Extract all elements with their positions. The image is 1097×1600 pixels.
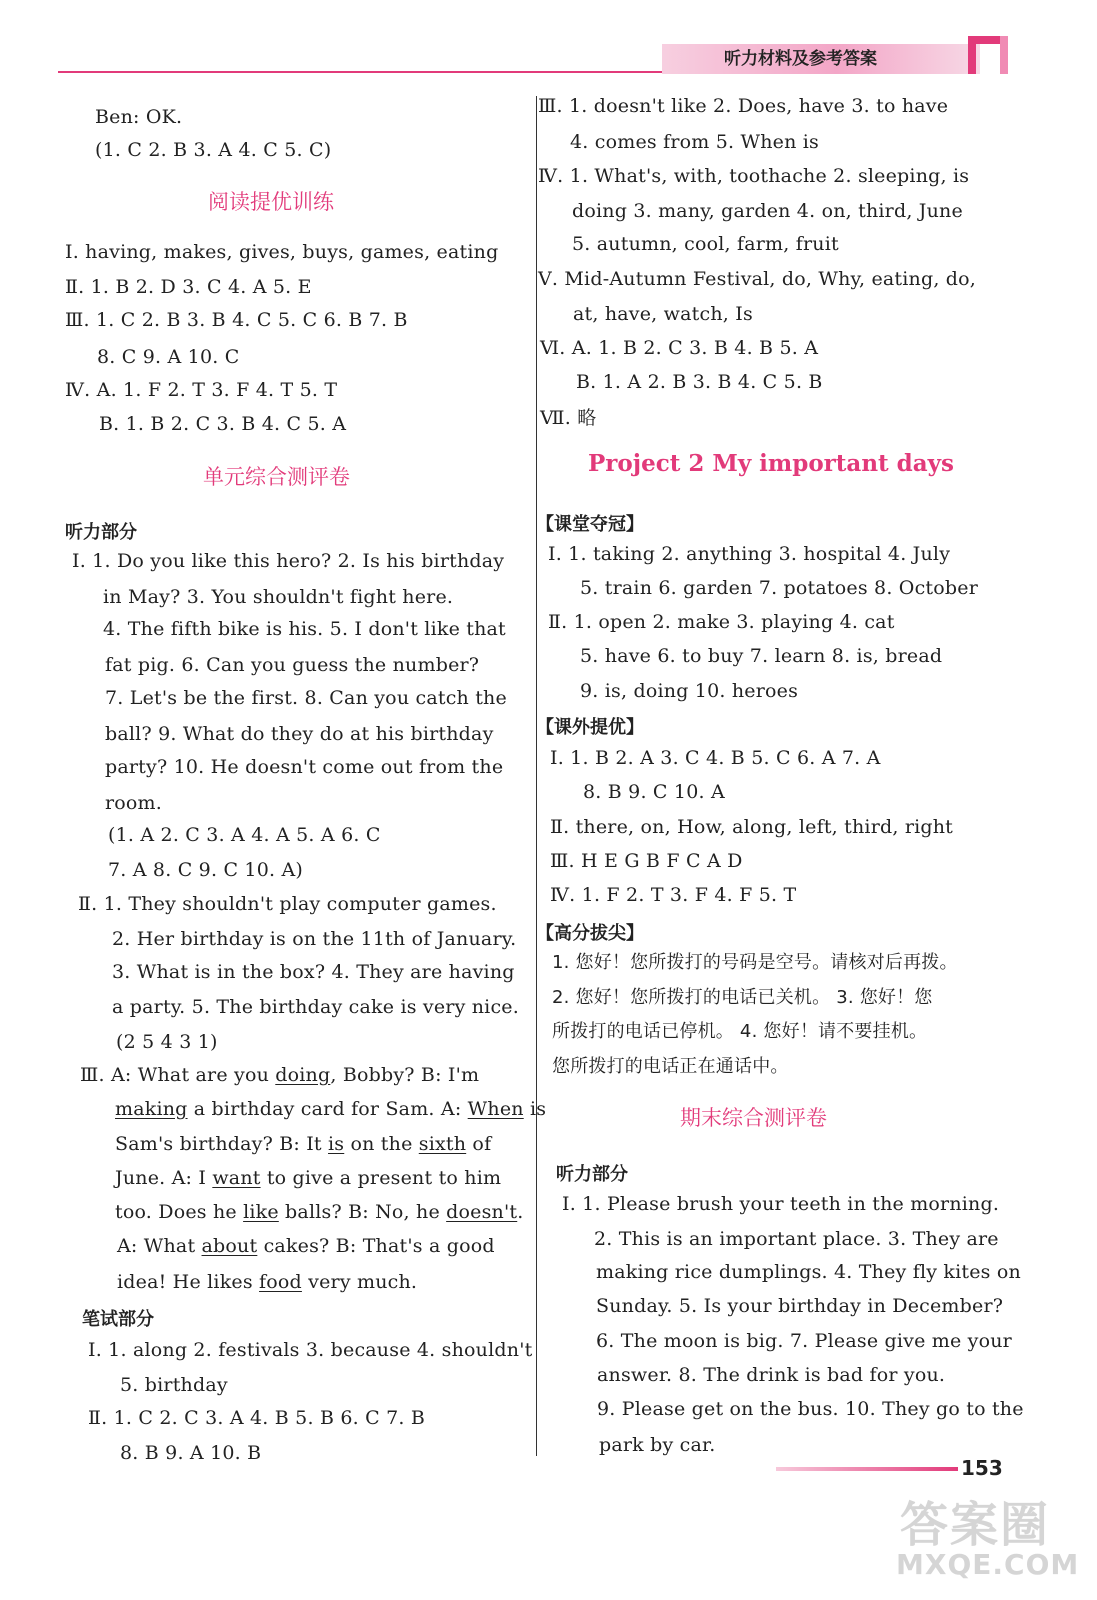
answer-line: Ⅱ. 1. C 2. C 3. A 4. B 5. B 6. C 7. B [88,1407,426,1429]
answer-line: 7. A 8. C 9. C 10. A) [108,859,304,881]
text-line: Ben: OK. [95,106,183,128]
answer-line: 5. autumn, cool, farm, fruit [572,233,839,255]
answer-line: Ⅲ. H E G B F C A D [550,850,743,872]
transcript-line: 2. This is an important place. 3. They are [594,1228,999,1250]
answer-line: Ⅲ. 1. C 2. B 3. B 4. C 5. C 6. B 7. B [65,309,408,331]
answer-line: 8. B 9. C 10. A [583,781,725,803]
section-title-reading: 阅读提优训练 [208,190,334,214]
section-title-unit-test: 单元综合测评卷 [203,465,350,489]
transcript-line: 2. Her birthday is on the 11th of January. [112,928,517,950]
heading-listening: 听力部分 [556,1164,628,1185]
answer-line: (2 5 4 3 1) [116,1031,218,1053]
answer-line: Ⅰ. 1. B 2. A 3. C 4. B 5. C 6. A 7. A [550,747,881,769]
project-title: Project 2 My important days [588,450,954,477]
answer-line: 5. train 6. garden 7. potatoes 8. October [580,577,978,599]
answer-line: B. 1. A 2. B 3. B 4. C 5. B [576,371,823,393]
answer-line: 9. is, doing 10. heroes [580,680,799,702]
answer-line: (1. C 2. B 3. A 4. C 5. C) [95,139,332,161]
dialogue-line: idea! He likes food very much. [117,1271,418,1293]
answer-line: 5. birthday [120,1374,228,1396]
watermark-site: MXQE.COM [896,1548,1080,1581]
heading-listening: 听力部分 [65,522,137,543]
answer-line: at, have, watch, Is [573,303,753,325]
answer-line: 所拨打的电话已停机。 4. 您好！请不要挂机。 [552,1021,928,1042]
transcript-line: ball? 9. What do they do at his birthday [105,723,494,745]
watermark-main: 答案圈 [900,1497,1051,1553]
page-number: 153 [961,1456,1003,1480]
dialogue-line: making a birthday card for Sam. A: When is [115,1098,547,1120]
answer-line: 1. 您好！您所拨打的号码是空号。请核对后再拨。 [552,952,958,973]
dialogue-line: Ⅲ. A: What are you doing, Bobby? B: I'm [80,1064,480,1086]
dialogue-line: A: What about cakes? B: That's a good [117,1235,495,1257]
header-corner-decoration [968,36,1008,76]
transcript-line: 7. Let's be the first. 8. Can you catch the [105,687,507,709]
answer-line: 8. C 9. A 10. C [97,346,240,368]
heading-ketang: 【课堂夺冠】 [536,514,644,535]
transcript-line: 3. What is in the box? 4. They are having [112,961,515,983]
transcript-line: answer. 8. The drink is bad for you. [597,1364,946,1386]
transcript-line: in May? 3. You shouldn't fight here. [103,586,454,608]
transcript-line: park by car. [599,1434,716,1456]
answer-line: Ⅰ. 1. taking 2. anything 3. hospital 4. July [548,543,951,565]
answer-line: (1. A 2. C 3. A 4. A 5. A 6. C [108,824,381,846]
transcript-line: 9. Please get on the bus. 10. They go to the [597,1398,1024,1420]
heading-written: 笔试部分 [82,1309,154,1330]
answer-line: Ⅰ. 1. along 2. festivals 3. because 4. shouldn't [88,1339,533,1361]
answer-line: Ⅱ. there, on, How, along, left, third, right [550,816,954,838]
header-rule [58,71,668,73]
transcript-line: Ⅰ. 1. Do you like this hero? 2. Is his birthday [72,550,505,572]
answer-line: Ⅶ. 略 [540,407,597,429]
answer-line: 您所拨打的电话正在通话中。 [552,1056,789,1077]
answer-line: 8. B 9. A 10. B [120,1442,262,1464]
answer-line: B. 1. B 2. C 3. B 4. C 5. A [99,413,347,435]
answer-line: Ⅳ. 1. What's, with, toothache 2. sleeping, is [538,165,970,187]
answer-line: Ⅱ. 1. B 2. D 3. C 4. A 5. E [65,276,312,298]
transcript-line: making rice dumplings. 4. They fly kites on [596,1261,1021,1283]
dialogue-line: June. A: I want to give a present to him [115,1167,502,1189]
answer-line: 2. 您好！您所拨打的电话已关机。 3. 您好！您 [552,987,933,1008]
dialogue-line: too. Does he like balls? B: No, he doesn't. [115,1201,524,1223]
transcript-line: room. [105,792,163,814]
transcript-line: party? 10. He doesn't come out from the [105,756,504,778]
heading-gaofen: 【高分拔尖】 [536,923,644,944]
answer-line: Ⅵ. A. 1. B 2. C 3. B 4. B 5. A [540,337,819,359]
answer-line: 4. comes from 5. When is [570,131,819,153]
watermark [892,1486,1082,1586]
answer-line: Ⅳ. 1. F 2. T 3. F 4. F 5. T [550,884,797,906]
answer-line: Ⅱ. 1. open 2. make 3. playing 4. cat [548,611,895,633]
column-divider [536,96,537,1456]
answer-line: 5. have 6. to buy 7. learn 8. is, bread [580,645,943,667]
transcript-line: Ⅱ. 1. They shouldn't play computer games. [78,893,497,915]
transcript-line: 4. The fifth bike is his. 5. I don't like that [103,618,506,640]
answer-line: Ⅲ. 1. doesn't like 2. Does, have 3. to have [538,95,949,117]
header-title: 听力材料及参考答案 [662,44,980,74]
transcript-line: a party. 5. The birthday cake is very nice. [112,996,519,1018]
answer-line: Ⅳ. A. 1. F 2. T 3. F 4. T 5. T [65,379,338,401]
heading-kewai: 【课外提优】 [536,717,644,738]
transcript-line: Sunday. 5. Is your birthday in December? [596,1295,1004,1317]
dialogue-line: Sam's birthday? B: It is on the sixth of [115,1133,492,1155]
transcript-line: Ⅰ. 1. Please brush your teeth in the morning. [562,1193,1000,1215]
transcript-line: fat pig. 6. Can you guess the number? [105,654,480,676]
answer-line: doing 3. many, garden 4. on, third, June [572,200,963,222]
answer-line: Ⅴ. Mid-Autumn Festival, do, Why, eating, do, [538,268,977,290]
answer-line: Ⅰ. having, makes, gives, buys, games, eating [65,241,499,263]
transcript-line: 6. The moon is big. 7. Please give me your [596,1330,1012,1352]
footer-rule [776,1467,958,1471]
section-title-final-test: 期末综合测评卷 [680,1106,827,1130]
